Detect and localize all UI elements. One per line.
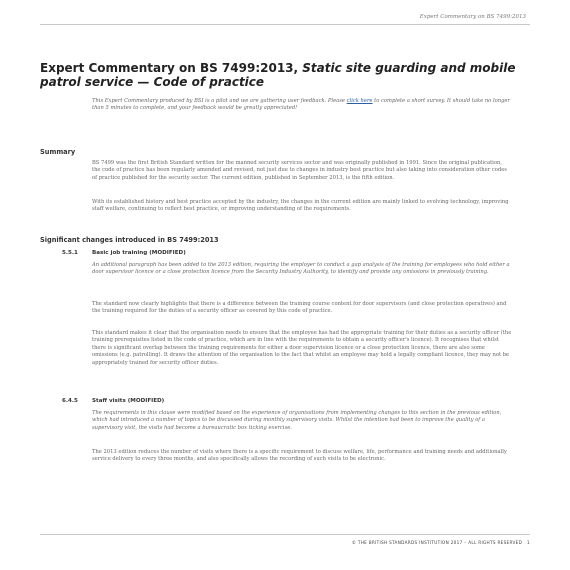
changes-heading: Significant changes introduced in BS 7499:2013 bbox=[40, 236, 219, 244]
intro-note bbox=[92, 98, 512, 113]
clause-title: Basic job training (MODIFIED) bbox=[92, 250, 186, 256]
intro-text-before: This Expert Commentary produced by BSI is a pilot and we are gathering user feedback. Please bbox=[92, 98, 347, 104]
clause-number: 5.5.1 bbox=[62, 250, 78, 256]
clause-title: Staff visits (MODIFIED) bbox=[92, 398, 165, 404]
page-number: 1 bbox=[527, 540, 530, 545]
header-rule bbox=[40, 24, 530, 25]
clause-paragraph: The requirements in this clause were modified based on the experience of organisations from implementing changes to this section in the previous edition, which had introduced a number of topics to be discussed during monthly supervisory visits. Whilst the intention had been to improve the quality of a supervisory visit, the visits had become a bureaucratic box ticking exercise. bbox=[92, 410, 502, 431]
clause-paragraph: The 2013 edition reduces the number of visits where there is a specific requirement to discuss welfare, life, performance and training needs and additionally service delivery to every three months, and also specifically allows the recording of such visits to be electronic. bbox=[92, 449, 507, 463]
clause-paragraph: The standard now clearly highlights that there is a difference between the training course content for door supervisors (and close protection operatives) and the training required for the duties of a security officer as covered by this code of practice. bbox=[92, 301, 507, 315]
summary-paragraph: With its established history and best practice accepted by the industry, the changes in the current edition are mainly linked to evolving technology, improving staff welfare, continuing to reflect best practice, or improving understanding of the requirements. bbox=[92, 199, 509, 213]
running-header: Expert Commentary on BS 7499:2013 bbox=[419, 14, 526, 20]
intro-text-after: to complete a short survey. It should take no longer than 5 minutes to complete, and your feedback would be greatly appreciated! bbox=[92, 98, 510, 112]
clause-paragraph: This standard makes it clear that the organisation needs to ensure that the employee has had the appropriate training for their duties as a security officer (the training prerequisites listed in the code of practice, which are in line with the requirements to obtain a security officer's licence). It recognises that whilst there is significant overlap between the training requirements for either a door supervision licence or a close protection licence, there are also some omissions (e.g. patrolling). It draws the attention of the organisation to the fact that whilst an employee may hold a legally compliant licence, they may not be appropriately trained for security officer duties. bbox=[92, 330, 512, 366]
survey-link[interactable]: click here bbox=[346, 98, 373, 104]
summary-heading: Summary bbox=[40, 148, 76, 156]
document-title bbox=[40, 62, 530, 89]
clause-heading bbox=[62, 250, 186, 256]
clause-paragraph: An additional paragraph has been added to the 2013 edition, requiring the employer to conduct a gap analysis of the training for employees who hold either a door supervisor licence or a close protection licence from the Security Industry Authority, to identify and provide any omissions in previously training. bbox=[92, 262, 510, 276]
copyright-notice: © THE BRITISH STANDARDS INSTITUTION 2017 – ALL RIGHTS RESERVED bbox=[351, 540, 523, 545]
title-plain: Expert Commentary on BS 7499:2013, bbox=[40, 61, 303, 75]
page-footer bbox=[92, 540, 530, 545]
summary-paragraph: BS 7499 was the first British Standard written for the manned security services sector and was originally published in 1991. Since the original publication, the code of practice has been regularly amended and revised, not just due to changes in industry best practice but also taking into consideration other codes of practice published for the security sector. The current edition, published in September 2013, is the fifth edition. bbox=[92, 160, 507, 181]
title-italic: Static site guarding and mobile patrol service — Code of practice bbox=[40, 61, 516, 89]
footer-rule bbox=[40, 534, 530, 535]
clause-heading bbox=[62, 398, 164, 404]
clause-number: 6.4.5 bbox=[62, 398, 78, 404]
